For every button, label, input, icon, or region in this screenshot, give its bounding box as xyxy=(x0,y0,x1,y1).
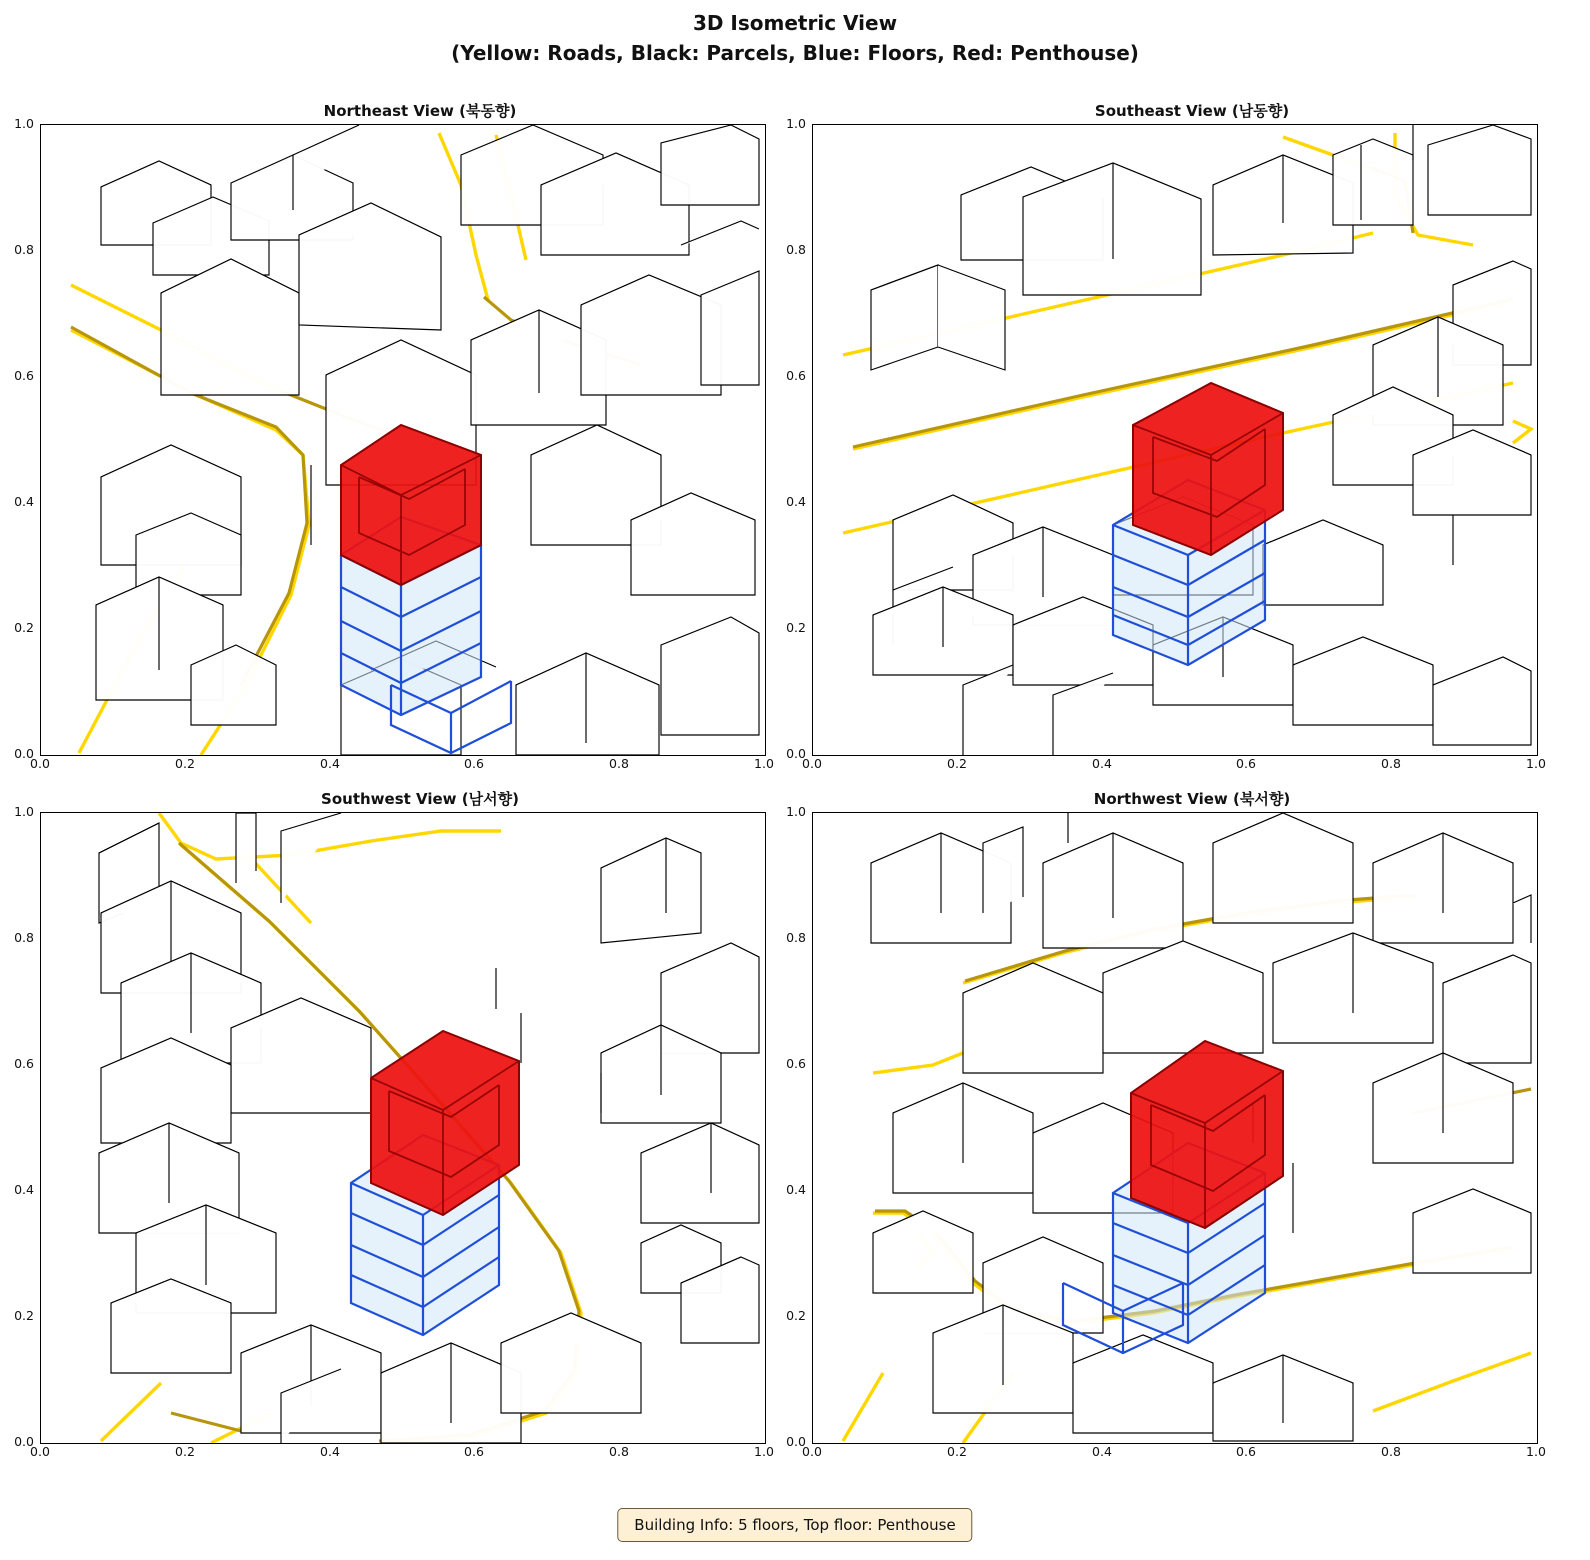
x-axis-ticks xyxy=(802,756,1546,776)
axes-southwest xyxy=(40,812,766,1444)
y-tick: 0.2 xyxy=(14,1308,34,1323)
y-tick: 1.0 xyxy=(14,116,34,131)
y-tick: 0.6 xyxy=(14,368,34,383)
axes-northwest xyxy=(812,812,1538,1444)
panel-title: Southwest View (남서향) xyxy=(321,790,519,808)
figure-title xyxy=(0,8,1590,68)
x-tick: 1.0 xyxy=(1526,1444,1546,1459)
figure-title-line2: (Yellow: Roads, Black: Parcels, Blue: Floors, Red: Penthouse) xyxy=(451,41,1139,65)
x-tick: 0.8 xyxy=(609,1444,629,1459)
x-tick: 0.4 xyxy=(320,1444,340,1459)
x-tick: 0.6 xyxy=(1236,756,1256,771)
y-tick: 0.4 xyxy=(786,494,806,509)
panel-title: Northwest View (북서향) xyxy=(1093,790,1291,808)
y-tick: 1.0 xyxy=(786,116,806,131)
x-axis-ticks xyxy=(30,756,774,776)
y-tick: 0.8 xyxy=(786,242,806,257)
y-tick: 0.0 xyxy=(14,746,34,761)
x-tick: 0.4 xyxy=(1092,1444,1112,1459)
y-tick: 0.6 xyxy=(786,368,806,383)
x-tick: 1.0 xyxy=(754,1444,774,1459)
x-tick: 0.2 xyxy=(175,756,195,771)
x-tick: 0.2 xyxy=(947,1444,967,1459)
x-tick: 0.8 xyxy=(1381,1444,1401,1459)
x-tick: 0.0 xyxy=(802,756,822,771)
y-tick: 0.4 xyxy=(14,494,34,509)
x-tick: 0.6 xyxy=(464,1444,484,1459)
panel-northwest xyxy=(786,788,1572,1478)
y-tick: 0.0 xyxy=(786,746,806,761)
y-axis-ticks xyxy=(772,804,806,1449)
y-tick: 0.0 xyxy=(786,1434,806,1449)
building-info-box: Building Info: 5 floors, Top floor: Penthouse xyxy=(617,1508,972,1542)
scene-northwest xyxy=(813,813,1537,1443)
x-axis-ticks xyxy=(30,1444,774,1464)
x-tick: 0.0 xyxy=(30,756,50,771)
panel-southwest xyxy=(14,788,800,1478)
x-axis-ticks xyxy=(802,1444,1546,1464)
x-tick: 0.0 xyxy=(30,1444,50,1459)
y-tick: 0.0 xyxy=(14,1434,34,1449)
axes-northeast xyxy=(40,124,766,756)
panel-northeast xyxy=(14,100,800,790)
y-tick: 0.2 xyxy=(14,620,34,635)
y-tick: 1.0 xyxy=(786,804,806,819)
y-tick: 0.4 xyxy=(14,1182,34,1197)
panel-southeast xyxy=(786,100,1572,790)
x-tick: 0.6 xyxy=(1236,1444,1256,1459)
x-tick: 0.8 xyxy=(1381,756,1401,771)
scene-southeast xyxy=(813,125,1537,755)
y-tick: 0.4 xyxy=(786,1182,806,1197)
y-tick: 0.8 xyxy=(14,242,34,257)
y-tick: 0.8 xyxy=(14,930,34,945)
x-tick: 0.0 xyxy=(802,1444,822,1459)
y-tick: 1.0 xyxy=(14,804,34,819)
panel-grid xyxy=(0,100,1590,1500)
x-tick: 1.0 xyxy=(1526,756,1546,771)
x-tick: 1.0 xyxy=(754,756,774,771)
y-axis-ticks xyxy=(0,116,34,761)
axes-southeast xyxy=(812,124,1538,756)
y-tick: 0.8 xyxy=(786,930,806,945)
figure-title-line1: 3D Isometric View xyxy=(692,11,898,35)
scene-southwest xyxy=(41,813,765,1443)
y-tick: 0.6 xyxy=(14,1056,34,1071)
x-tick: 0.4 xyxy=(320,756,340,771)
x-tick: 0.2 xyxy=(175,1444,195,1459)
x-tick: 0.6 xyxy=(464,756,484,771)
y-tick: 0.2 xyxy=(786,620,806,635)
scene-northeast xyxy=(41,125,765,755)
y-axis-ticks xyxy=(772,116,806,761)
x-tick: 0.8 xyxy=(609,756,629,771)
x-tick: 0.2 xyxy=(947,756,967,771)
y-axis-ticks xyxy=(0,804,34,1449)
panel-title: Southeast View (남동향) xyxy=(1094,102,1290,120)
y-tick: 0.6 xyxy=(786,1056,806,1071)
y-tick: 0.2 xyxy=(786,1308,806,1323)
x-tick: 0.4 xyxy=(1092,756,1112,771)
panel-title: Northeast View (북동향) xyxy=(323,102,517,120)
